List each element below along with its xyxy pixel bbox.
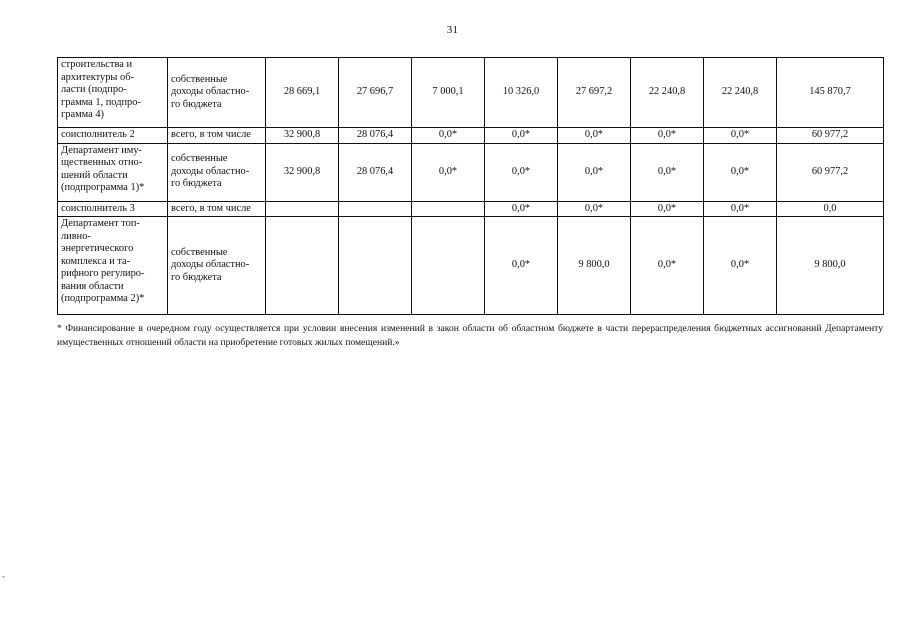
value-cell: 0,0*: [704, 201, 777, 217]
table-row: [58, 143, 884, 201]
funding-source-line: го бюджета: [171, 271, 222, 283]
executor-line: шений области: [61, 169, 128, 181]
value-cell: 0,0*: [485, 143, 558, 201]
funding-source-line: собственные: [171, 246, 228, 258]
total-value-cell: 60 977,2: [777, 128, 884, 144]
funding-source-line: всего, в том числе: [171, 202, 251, 214]
executor-line: щественных отно-: [61, 157, 143, 168]
total-value-cell: 60 977,2: [777, 143, 884, 201]
value-cell: 32 900,8: [266, 143, 339, 201]
value-cell: 0,0*: [485, 201, 558, 217]
value-cell: 9 800,0: [558, 217, 631, 315]
value-cell: 0,0*: [631, 128, 704, 144]
margin-mark: -: [2, 571, 5, 581]
executor-cell: [58, 143, 168, 201]
value-cell: [266, 201, 339, 217]
value-cell: [339, 201, 412, 217]
value-cell: 10 326,0: [485, 58, 558, 128]
executor-cell: [58, 217, 168, 315]
budget-table: [57, 57, 884, 315]
value-cell: 0,0*: [558, 128, 631, 144]
total-value-cell: 145 870,7: [777, 58, 884, 128]
value-cell: 0,0*: [485, 217, 558, 315]
funding-source-cell: [168, 201, 266, 217]
budget-table-body: [58, 58, 884, 315]
value-cell: 0,0*: [631, 143, 704, 201]
value-cell: 0,0*: [704, 128, 777, 144]
executor-line: грамма 4): [61, 109, 105, 120]
executor-line: соисполнитель 2: [61, 129, 135, 140]
table-row: [58, 217, 884, 315]
value-cell: 22 240,8: [631, 58, 704, 128]
executor-line: ливно-: [61, 230, 91, 242]
funding-source-cell: [168, 128, 266, 144]
executor-line: строительства и: [61, 59, 132, 70]
funding-source-line: доходы областно-: [171, 86, 250, 98]
table-row: [58, 58, 884, 128]
executor-line: (подпрограмма 2)*: [61, 293, 145, 304]
executor-line: Департамент иму-: [61, 144, 143, 156]
value-cell: 32 900,8: [266, 128, 339, 144]
executor-cell: [58, 58, 168, 128]
executor-line: соисполнитель 3: [61, 202, 135, 214]
table-row: [58, 201, 884, 217]
value-cell: [266, 217, 339, 315]
value-cell: [412, 201, 485, 217]
executor-line: энергетического: [61, 243, 134, 254]
funding-source-line: го бюджета: [171, 98, 222, 110]
footnote: * Финансирование в очередном году осуществляется при условии внесения изменений в закон области об областном бюджете в части перераспределения бюджетных ассигнований Департаменту имущественных отношений области на приобретение готовых жилых помещений.»: [57, 323, 883, 348]
total-value-cell: 0,0: [777, 201, 884, 217]
page-number: 31: [446, 24, 459, 36]
value-cell: 27 696,7: [339, 58, 412, 128]
funding-source-line: го бюджета: [171, 178, 222, 190]
table-row: [58, 128, 884, 144]
funding-source-cell: [168, 58, 266, 128]
value-cell: 0,0*: [631, 201, 704, 217]
executor-line: архитектуры об-: [61, 71, 134, 83]
value-cell: 0,0*: [631, 217, 704, 315]
executor-cell: [58, 128, 168, 144]
executor-line: (подпрограмма 1)*: [61, 182, 145, 193]
executor-line: грамма 1, подпро-: [61, 96, 141, 108]
executor-line: комплекса и та-: [61, 255, 131, 267]
executor-cell: [58, 201, 168, 217]
funding-source-line: собственные: [171, 153, 228, 165]
value-cell: 0,0*: [558, 143, 631, 201]
funding-source-line: всего, в том числе: [171, 129, 251, 140]
value-cell: 28 076,4: [339, 128, 412, 144]
value-cell: 0,0*: [412, 143, 485, 201]
executor-line: вания области: [61, 280, 124, 292]
funding-source-cell: [168, 143, 266, 201]
total-value-cell: 9 800,0: [777, 217, 884, 315]
value-cell: 22 240,8: [704, 58, 777, 128]
executor-line: Департамент топ-: [61, 218, 140, 229]
value-cell: [412, 217, 485, 315]
funding-source-cell: [168, 217, 266, 315]
executor-line: ласти (подпро-: [61, 84, 127, 95]
value-cell: 0,0*: [412, 128, 485, 144]
value-cell: 27 697,2: [558, 58, 631, 128]
value-cell: 28 669,1: [266, 58, 339, 128]
funding-source-line: доходы областно-: [171, 165, 250, 177]
value-cell: 0,0*: [704, 143, 777, 201]
value-cell: 0,0*: [704, 217, 777, 315]
value-cell: 0,0*: [485, 128, 558, 144]
funding-source-line: собственные: [171, 73, 228, 85]
value-cell: 7 000,1: [412, 58, 485, 128]
funding-source-line: доходы областно-: [171, 259, 250, 271]
value-cell: 28 076,4: [339, 143, 412, 201]
value-cell: 0,0*: [558, 201, 631, 217]
executor-line: рифного регулиро-: [61, 268, 145, 279]
value-cell: [339, 217, 412, 315]
